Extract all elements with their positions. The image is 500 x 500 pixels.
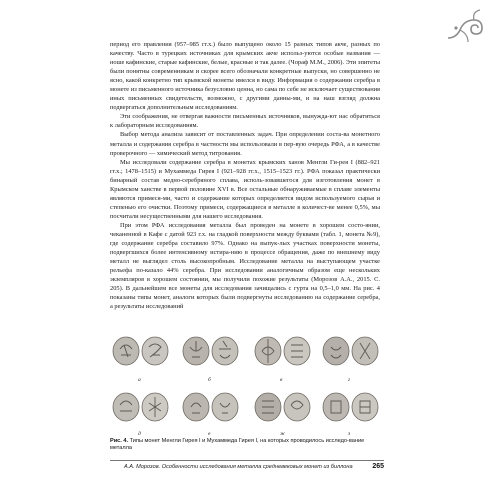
figure-caption bbox=[110, 438, 384, 453]
coin-label: д bbox=[138, 431, 141, 437]
paragraph: Эти соображения, не отвергая важности письменных источников, вынужда-ют нас обратиться к лабораторным исследованиям. bbox=[110, 113, 380, 130]
coin-image bbox=[322, 327, 380, 375]
coin-image bbox=[182, 327, 240, 375]
coin-image bbox=[182, 383, 240, 431]
corner-ornament-icon bbox=[446, 8, 486, 44]
running-title: А.А. Морозов. Особенности исследования металла средневековых монет из биллона bbox=[124, 464, 353, 470]
footer-divider bbox=[110, 460, 384, 461]
coin-label: б bbox=[208, 377, 211, 383]
coin-image bbox=[322, 383, 380, 431]
paragraph: период его правления (957–985 гг.х.) было выпущено около 15 разных типов акче, разных по качеству. Часто в турецких источниках для крымских акче использ-уются особые названия — ноше кафинские, старые кафинские, белые, красные и так далее. (Чораф М.М., 2006). Эти эпитеты были понятны современникам и скорее всего обозначали конкретные выпуски, но совершенно не ясно, какой конкретно тип крымской монеты имелся в виду. Информация о содержании серебра в монете из письменного источника безусловно ценна, но сама по себе не исключает существования иных письменных свидетельств, возможно, с другими данны-ми, и на наш взгляд должна подвергаться дополнительным исследованиям. bbox=[110, 41, 380, 112]
coin-image bbox=[254, 327, 312, 375]
paragraph: Выбор метода анализа зависит от поставленных задач. При определении соста-ва монетного металла и содержания серебра в частности мы использовали в пер-вую очередь РФА, а в качестве проверочного — химический метод титрования. bbox=[110, 131, 380, 157]
coin-label: а bbox=[138, 377, 141, 383]
coin-label: з bbox=[348, 431, 351, 437]
coin-label: в bbox=[280, 377, 283, 383]
body-text bbox=[110, 40, 380, 311]
coin-image bbox=[112, 383, 170, 431]
paragraph: При этом РФА исследования металла был проведен на монете в хорошем состо-янии, чеканенной в Кафе с датой 923 г.х. на гладкой поверхности между буквами (табл. 1, монета №9), где содержание серебра составило 97%. Однако на выпук-лых участках поверхности монеты, подвергшихся более интенсивному истира-нию в процессе обращения, даже по внешнему виду металл не выглядел столь высокопробным. Исследование металла на выступающем участке рельефа по-казало 44% серебра. При исследовании аналогичным образом еще нескольких экземпляров в хорошем состоянии, мы получили похожие результаты (Морозов А.А., 2015. С. 205). В дальнейшем все монеты для исследования зачищались с гурта на 0,5–1,0 мм. На рис. 4 показаны типы монет, аналоги которых были подвергнуты исследованию на содержание серебра, а результаты исследований bbox=[110, 221, 380, 311]
coin-label: г bbox=[348, 377, 351, 383]
page-footer bbox=[110, 463, 384, 473]
paragraph: Мы исследовали содержание серебра в монетах крымских ханов Менгли Ги-рея I (882–921 гг.х.; 1478–1515) и Мухаммеда Гирея I (921–928 гг.х., 1515–1523 гг.). РФА показал практически бинарный состав медно-серебряного сплава, исполь-зовавшегося для изготовления монет в Крымском ханстве в первой половине XVI в. Все остальные обнаруживаемые в сплаве элементы являются примеся-ми, часто и содержание которых определяется видом используемого сырья и степенью его очистки. Поэтому примеси, содержащиеся в металле в количест-ве менее 0,5%, мы посчитали несущественными для нашего исследования. bbox=[110, 158, 380, 220]
caption-text: Типы монет Менгли Гирея I и Мухаммеда Гирея I, на которых проводилось исследо-вание металла bbox=[110, 438, 365, 452]
coin-label: е bbox=[208, 431, 211, 437]
page-number: 265 bbox=[372, 463, 384, 470]
coin-image bbox=[112, 327, 170, 375]
coin-label: ж bbox=[280, 431, 286, 437]
caption-prefix: Рис. 4. bbox=[110, 438, 129, 444]
coin-image bbox=[254, 383, 312, 431]
coin-figure bbox=[108, 327, 384, 435]
